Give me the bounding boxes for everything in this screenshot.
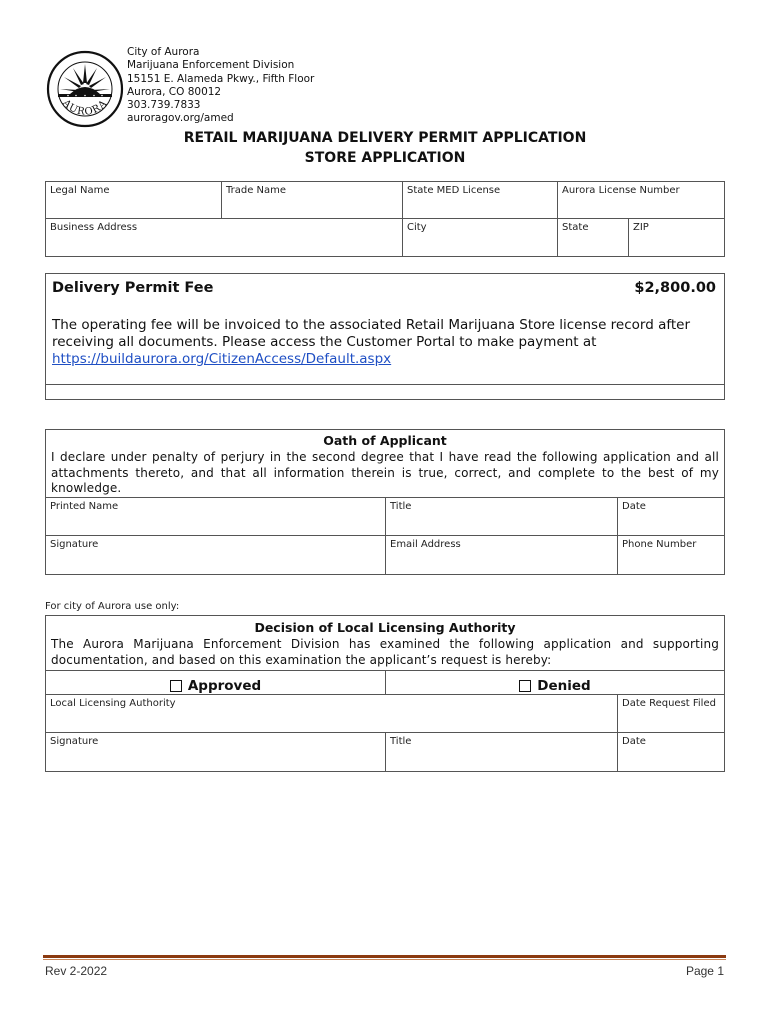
authority-date-field[interactable] xyxy=(617,732,725,772)
org-website: auroragov.org/amed xyxy=(127,112,234,124)
authority-signature-label: Signature xyxy=(50,736,99,747)
denied-label: Denied xyxy=(537,678,591,694)
applicant-date-field[interactable] xyxy=(617,497,725,536)
authority-date-label: Date xyxy=(622,736,646,747)
org-name: City of Aurora xyxy=(127,46,200,58)
footer-rule-thin xyxy=(43,959,726,960)
page-number: Page 1 xyxy=(685,964,724,978)
date-request-filed-field[interactable] xyxy=(617,694,725,733)
state-med-license-field[interactable] xyxy=(402,181,558,219)
aurora-license-number-label: Aurora License Number xyxy=(562,185,680,196)
phone-number-field[interactable] xyxy=(617,535,725,575)
state-field[interactable] xyxy=(557,218,629,257)
legal-name-label: Legal Name xyxy=(50,185,110,196)
state-med-license-label: State MED License xyxy=(407,185,501,196)
oath-title: Oath of Applicant xyxy=(323,433,447,448)
authority-signature-field[interactable] xyxy=(45,732,386,772)
business-address-label: Business Address xyxy=(50,222,138,233)
org-phone: 303.739.7833 xyxy=(127,99,201,111)
printed-name-label: Printed Name xyxy=(50,501,119,512)
phone-number-label: Phone Number xyxy=(622,539,697,550)
email-address-field[interactable] xyxy=(385,535,618,575)
fee-title: Delivery Permit Fee xyxy=(52,280,214,296)
email-address-label: Email Address xyxy=(390,539,461,550)
aurora-seal-logo xyxy=(46,50,124,128)
approved-label: Approved xyxy=(187,678,262,694)
legal-name-field[interactable] xyxy=(45,181,222,219)
decision-text: The Aurora Marijuana Enforcement Division has examined the following application and supporting documentation, and based on this examination the applicant’s request is hereby: xyxy=(51,637,719,667)
customer-portal-link[interactable]: https://buildaurora.org/CitizenAccess/Default.aspx xyxy=(52,351,392,367)
delivery-permit-fee-box xyxy=(45,273,725,400)
applicant-signature-label: Signature xyxy=(50,539,99,550)
applicant-title-field[interactable] xyxy=(385,497,618,536)
local-licensing-authority-label: Local Licensing Authority xyxy=(50,698,176,709)
org-street: 15151 E. Alameda Pkwy., Fifth Floor xyxy=(127,73,315,85)
applicant-date-label: Date xyxy=(622,501,646,512)
printed-name-field[interactable] xyxy=(45,497,386,536)
oath-statement-box xyxy=(45,429,725,498)
zip-field[interactable] xyxy=(628,218,725,257)
fee-description xyxy=(52,317,720,368)
seal-text: AURORA xyxy=(60,97,110,118)
footer-rule xyxy=(43,955,726,958)
city-use-only-note: For city of Aurora use only: xyxy=(45,601,180,612)
applicant-title-label: Title xyxy=(390,501,412,512)
fee-text: The operating fee will be invoiced to the associated Retail Marijuana Store license record after receiving all documents. Please access the Customer Portal to make payment at xyxy=(52,317,691,350)
state-label: State xyxy=(562,222,589,233)
form-title: RETAIL MARIJUANA DELIVERY PERMIT APPLICATION xyxy=(183,130,587,146)
denied-checkbox[interactable] xyxy=(519,680,531,692)
business-address-field[interactable] xyxy=(45,218,403,257)
approved-checkbox[interactable] xyxy=(170,680,182,692)
org-division: Marijuana Enforcement Division xyxy=(127,59,295,71)
city-label: City xyxy=(407,222,427,233)
denied-option[interactable] xyxy=(385,670,725,695)
form-subtitle: STORE APPLICATION xyxy=(304,150,466,166)
city-field[interactable] xyxy=(402,218,558,257)
oath-text: I declare under penalty of perjury in the second degree that I have read the following application and all attachments thereto, and that all information therein is true, correct, and complete to the best of my knowledge. xyxy=(51,450,719,495)
decision-statement-box xyxy=(45,615,725,671)
aurora-license-number-field[interactable] xyxy=(557,181,725,219)
trade-name-field[interactable] xyxy=(221,181,403,219)
local-licensing-authority-field[interactable] xyxy=(45,694,618,733)
approved-option[interactable] xyxy=(45,670,386,695)
org-city: Aurora, CO 80012 xyxy=(127,86,222,98)
authority-title-field[interactable] xyxy=(385,732,618,772)
authority-title-label: Title xyxy=(390,736,412,747)
fee-divider xyxy=(46,384,724,385)
applicant-signature-field[interactable] xyxy=(45,535,386,575)
date-request-filed-label: Date Request Filed xyxy=(622,698,716,709)
zip-label: ZIP xyxy=(633,222,649,233)
revision-label: Rev 2-2022 xyxy=(45,964,108,978)
fee-amount: $2,800.00 xyxy=(634,280,716,296)
trade-name-label: Trade Name xyxy=(226,185,287,196)
decision-title: Decision of Local Licensing Authority xyxy=(254,620,516,635)
